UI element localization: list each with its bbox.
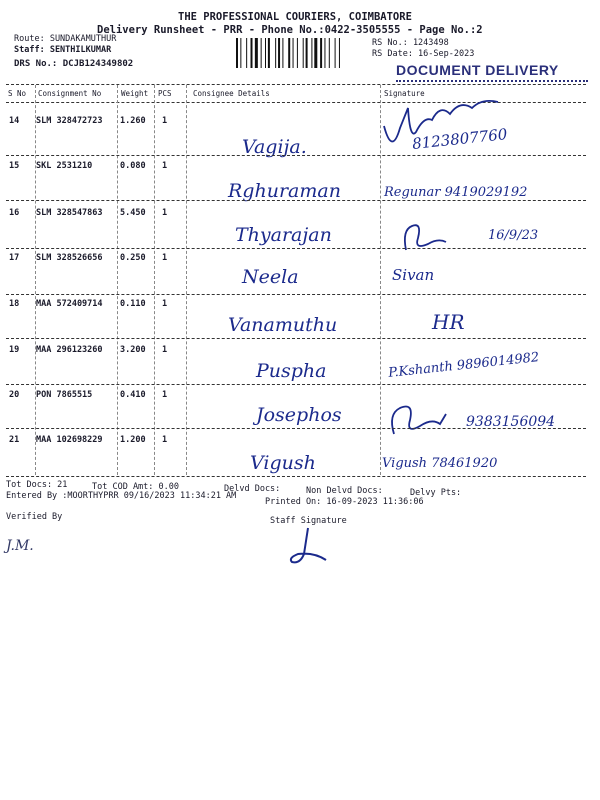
consignee-name: Neela (242, 266, 299, 288)
row-rule (6, 384, 586, 385)
col-divider (186, 85, 187, 475)
row-pcs: 1 (162, 116, 168, 126)
rs-number: RS No.: 1243498 (372, 38, 449, 48)
barcode-bar (251, 38, 253, 68)
barcode-bar (314, 38, 317, 68)
signature: HR (432, 310, 465, 334)
col-signature: Signature (384, 89, 425, 98)
row-pcs: 1 (162, 435, 168, 445)
entered-by: Entered By :MOORTHYPRR 09/16/2023 11:34:21 AM (6, 491, 237, 501)
row-pcs: 1 (162, 208, 168, 218)
col-consignment: Consignment No (38, 89, 102, 98)
signature: Sivan (392, 266, 435, 284)
row-pcs: 1 (162, 345, 168, 355)
row-pcs: 1 (162, 390, 168, 400)
col-divider (35, 85, 36, 475)
verified-signature: J.M. (6, 538, 34, 554)
row-consignment: SKL 2531210 (36, 161, 93, 171)
row-rule (6, 428, 586, 429)
consignee-name: Puspha (256, 360, 327, 382)
drs-number: DRS No.: DCJB124349802 (14, 59, 134, 69)
non-delivered-docs: Non Delvd Docs: (306, 486, 383, 496)
row-weight: 1.200 (120, 435, 146, 445)
route-label: Route: SUNDAKAMUTHUR (14, 34, 117, 44)
row-sno: 18 (9, 299, 20, 309)
barcode-bar (320, 38, 322, 68)
consignee-name: Vigush (250, 452, 316, 474)
signature: 9383156094 (466, 414, 556, 430)
row-weight: 0.110 (120, 299, 146, 309)
col-pcs: PCS (158, 89, 172, 98)
signature: P.Kshanth 9896014982 (387, 350, 540, 381)
rs-date: RS Date: 16-Sep-2023 (372, 49, 475, 59)
consignee-name: Vanamuthu (228, 314, 338, 336)
barcode-bar (303, 38, 304, 68)
row-pcs: 1 (162, 161, 168, 171)
row-weight: 3.200 (120, 345, 146, 355)
barcode-bar (265, 38, 266, 68)
total-cod: Tot COD Amt: 0.00 (92, 482, 179, 492)
staff-signature-label: Staff Signature (270, 516, 347, 526)
row-consignment: SLM 328526656 (36, 253, 103, 263)
signature: Regunar 9419029192 (384, 185, 528, 200)
row-sno: 14 (9, 116, 20, 126)
row-weight: 0.250 (120, 253, 146, 263)
signature: 8123807760 (411, 125, 509, 153)
row-weight: 0.410 (120, 390, 146, 400)
printed-on: Printed On: 16-09-2023 11:36:06 (265, 497, 424, 507)
consignee-name: Rghuraman (228, 180, 341, 202)
row-sno: 15 (9, 161, 20, 171)
row-pcs: 1 (162, 299, 168, 309)
barcode-bar (329, 38, 330, 68)
barcode-bar (324, 38, 325, 68)
consignee-name: Josephos (256, 404, 342, 426)
col-consignee: Consignee Details (193, 89, 270, 98)
delivery-points: Delvy Pts: (410, 488, 462, 498)
row-weight: 5.450 (120, 208, 146, 218)
staff-signature-scribble (284, 524, 332, 570)
row-rule (6, 200, 586, 201)
signature-scribble (398, 220, 458, 256)
consignee-name: Vagija. (242, 136, 307, 158)
barcode-bar (255, 38, 258, 68)
row-weight: 1.260 (120, 116, 146, 126)
col-weight: Weight (121, 89, 149, 98)
row-rule (6, 476, 586, 477)
consignee-name: Thyarajan (235, 224, 332, 246)
barcode-bar (236, 38, 238, 68)
row-sno: 17 (9, 253, 20, 263)
row-consignment: SLM 328547863 (36, 208, 103, 218)
document-delivery-stamp: DOCUMENT DELIVERY (396, 62, 559, 78)
barcode-bar (293, 38, 294, 68)
staff-label: Staff: SENTHILKUMAR (14, 45, 112, 55)
barcode (236, 38, 368, 68)
total-docs: Tot Docs: 21 (6, 480, 68, 490)
verified-by-label: Verified By (6, 512, 63, 522)
row-rule (6, 294, 586, 295)
barcode-bar (240, 38, 241, 68)
barcode-bar (282, 38, 283, 68)
row-pcs: 1 (162, 253, 168, 263)
row-rule (6, 155, 586, 156)
row-sno: 19 (9, 345, 20, 355)
row-consignment: MAA 102698229 (36, 435, 103, 445)
row-consignment: PON 7865515 (36, 390, 93, 400)
row-consignment: MAA 572409714 (36, 299, 103, 309)
row-consignment: SLM 328472723 (36, 116, 103, 126)
barcode-bar (278, 38, 280, 68)
row-consignment: MAA 296123260 (36, 345, 103, 355)
row-sno: 20 (9, 390, 20, 400)
barcode-bar (261, 38, 262, 68)
barcode-bar (339, 38, 340, 68)
signature-scribble (380, 96, 530, 156)
barcode-bar (335, 38, 336, 68)
signature-scribble (384, 400, 454, 440)
barcode-bar (297, 38, 298, 68)
col-divider (154, 85, 155, 475)
company-title: THE PROFESSIONAL COURIERS, COIMBATORE (178, 11, 412, 23)
signature: 16/9/23 (488, 228, 539, 243)
barcode-bar (311, 38, 312, 68)
runsheet-subtitle: Delivery Runsheet - PRR - Phone No.:0422-3505555 - Page No.:2 (97, 24, 483, 36)
stamp-underline (396, 80, 588, 82)
row-sno: 16 (9, 208, 20, 218)
row-weight: 0.080 (120, 161, 146, 171)
row-rule (6, 248, 586, 249)
header-rule-top (6, 84, 586, 85)
col-sno: S No (8, 89, 27, 98)
barcode-bar (268, 38, 270, 68)
delivered-docs: Delvd Docs: (224, 484, 281, 494)
barcode-bar (246, 38, 247, 68)
barcode-bar (306, 38, 308, 68)
signature: Vigush 78461920 (382, 456, 498, 471)
barcode-bar (288, 38, 290, 68)
barcode-bar (275, 38, 276, 68)
row-rule (6, 338, 586, 339)
row-sno: 21 (9, 435, 20, 445)
col-divider (117, 85, 118, 475)
